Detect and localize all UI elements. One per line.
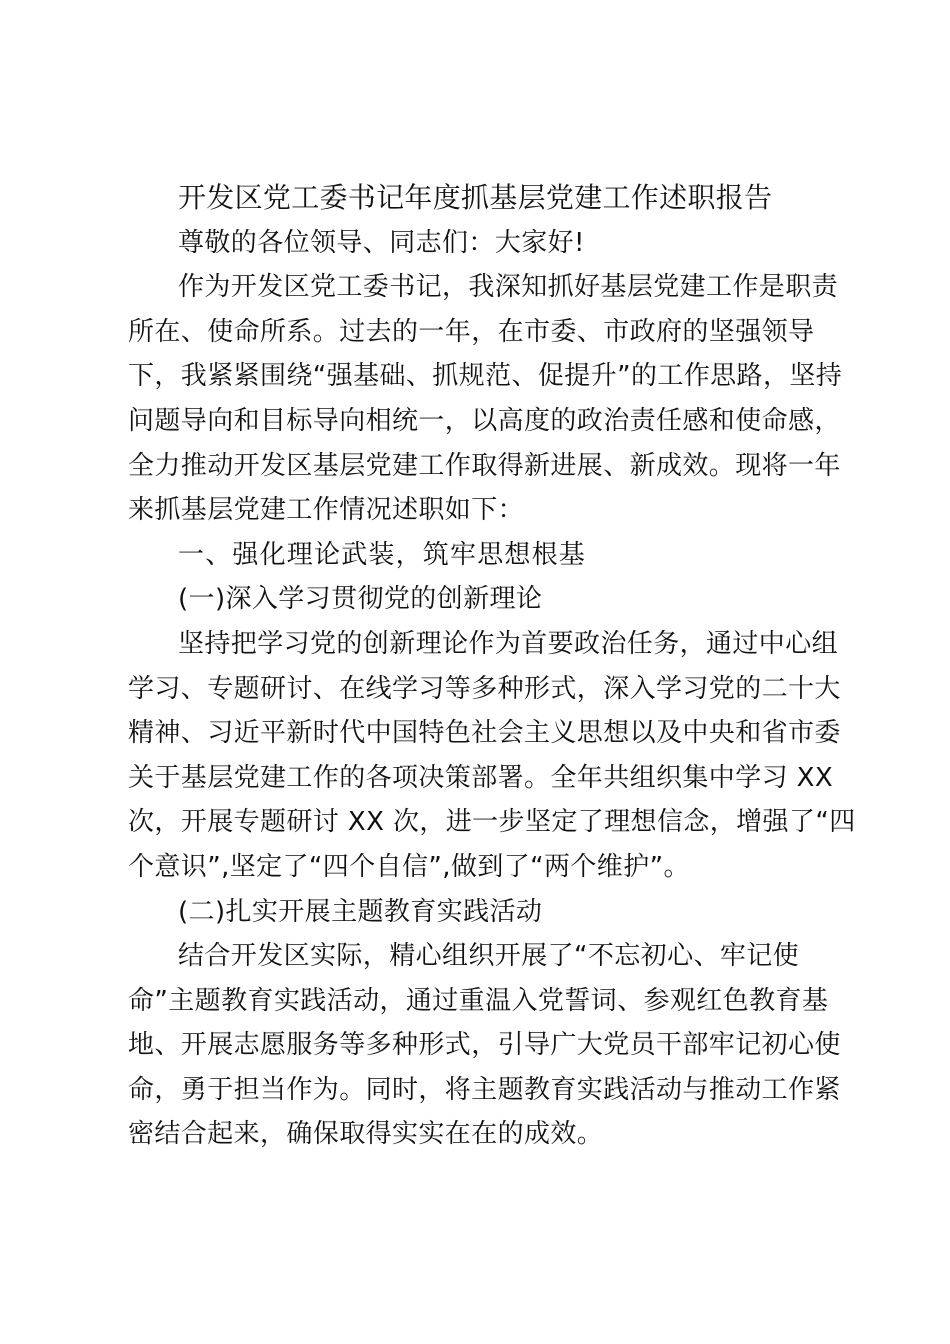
paragraph-line: 下，我紧紧围绕“强基础、抓规范、促提升”的工作思路，坚持 <box>128 361 843 392</box>
paragraph-line: 密结合起来，确保取得实实在在的成效。 <box>128 1119 604 1150</box>
paragraph-line: 问题导向和目标导向相统一，以高度的政治责任感和使命感， <box>128 405 841 436</box>
subsection-2-paragraph <box>128 934 841 1157</box>
paragraph-line: 次，开展专题研讨 XX 次，进一步坚定了理想信念，增强了“四 <box>128 807 856 838</box>
paragraph-line: 所在、使命所系。过去的一年，在市委、市政府的坚强领导 <box>128 316 815 347</box>
paragraph-line: 全力推动开发区基层党建工作取得新进展、新成效。现将一年 <box>128 450 841 481</box>
paragraph-line: 坚持把学习党的创新理论作为首要政治任务，通过中心组 <box>178 628 839 659</box>
paragraph-line: 地、开展志愿服务等多种形式，引导广大党员干部牢记初心使 <box>128 1030 841 1061</box>
subsection-heading: (一)深入学习贯彻党的创新理论 <box>178 584 543 615</box>
paragraph-line: 结合开发区实际，精心组织开展了“不忘初心、牢记使 <box>178 941 800 972</box>
paragraph-line: 命，勇于担当作为。同时，将主题教育实践活动与推动工作紧 <box>128 1074 841 1105</box>
paragraph-line: 精神、习近平新时代中国特色社会主义思想以及中央和省市委 <box>128 718 841 749</box>
document-body <box>128 176 856 1157</box>
subsection-1-paragraph <box>128 622 856 890</box>
section-heading: 一、强化理论武装，筑牢思想根基 <box>178 539 587 570</box>
paragraph-line: 来抓基层党建工作情况述职如下： <box>128 495 525 526</box>
paragraph-line: 个意识”,坚定了“四个自信”,做到了“两个维护”。 <box>128 851 690 882</box>
intro-paragraph <box>128 265 843 533</box>
paragraph-line: 关于基层党建工作的各项决策部署。全年共组织集中学习 XX <box>128 762 834 793</box>
paragraph-line: 学习、专题研讨、在线学习等多种形式，深入学习党的二十大 <box>128 673 841 704</box>
greeting: 尊敬的各位领导、同志们：大家好! <box>178 227 585 258</box>
subsection-heading: (二)扎实开展主题教育实践活动 <box>178 896 543 927</box>
paragraph-line: 作为开发区党工委书记，我深知抓好基层党建工作是职责 <box>178 272 839 303</box>
document-title: 开发区党工委书记年度抓基层党建工作述职报告 <box>178 181 773 214</box>
paragraph-line: 命”主题教育实践活动，通过重温入党誓词、参观红色教育基 <box>128 985 829 1016</box>
